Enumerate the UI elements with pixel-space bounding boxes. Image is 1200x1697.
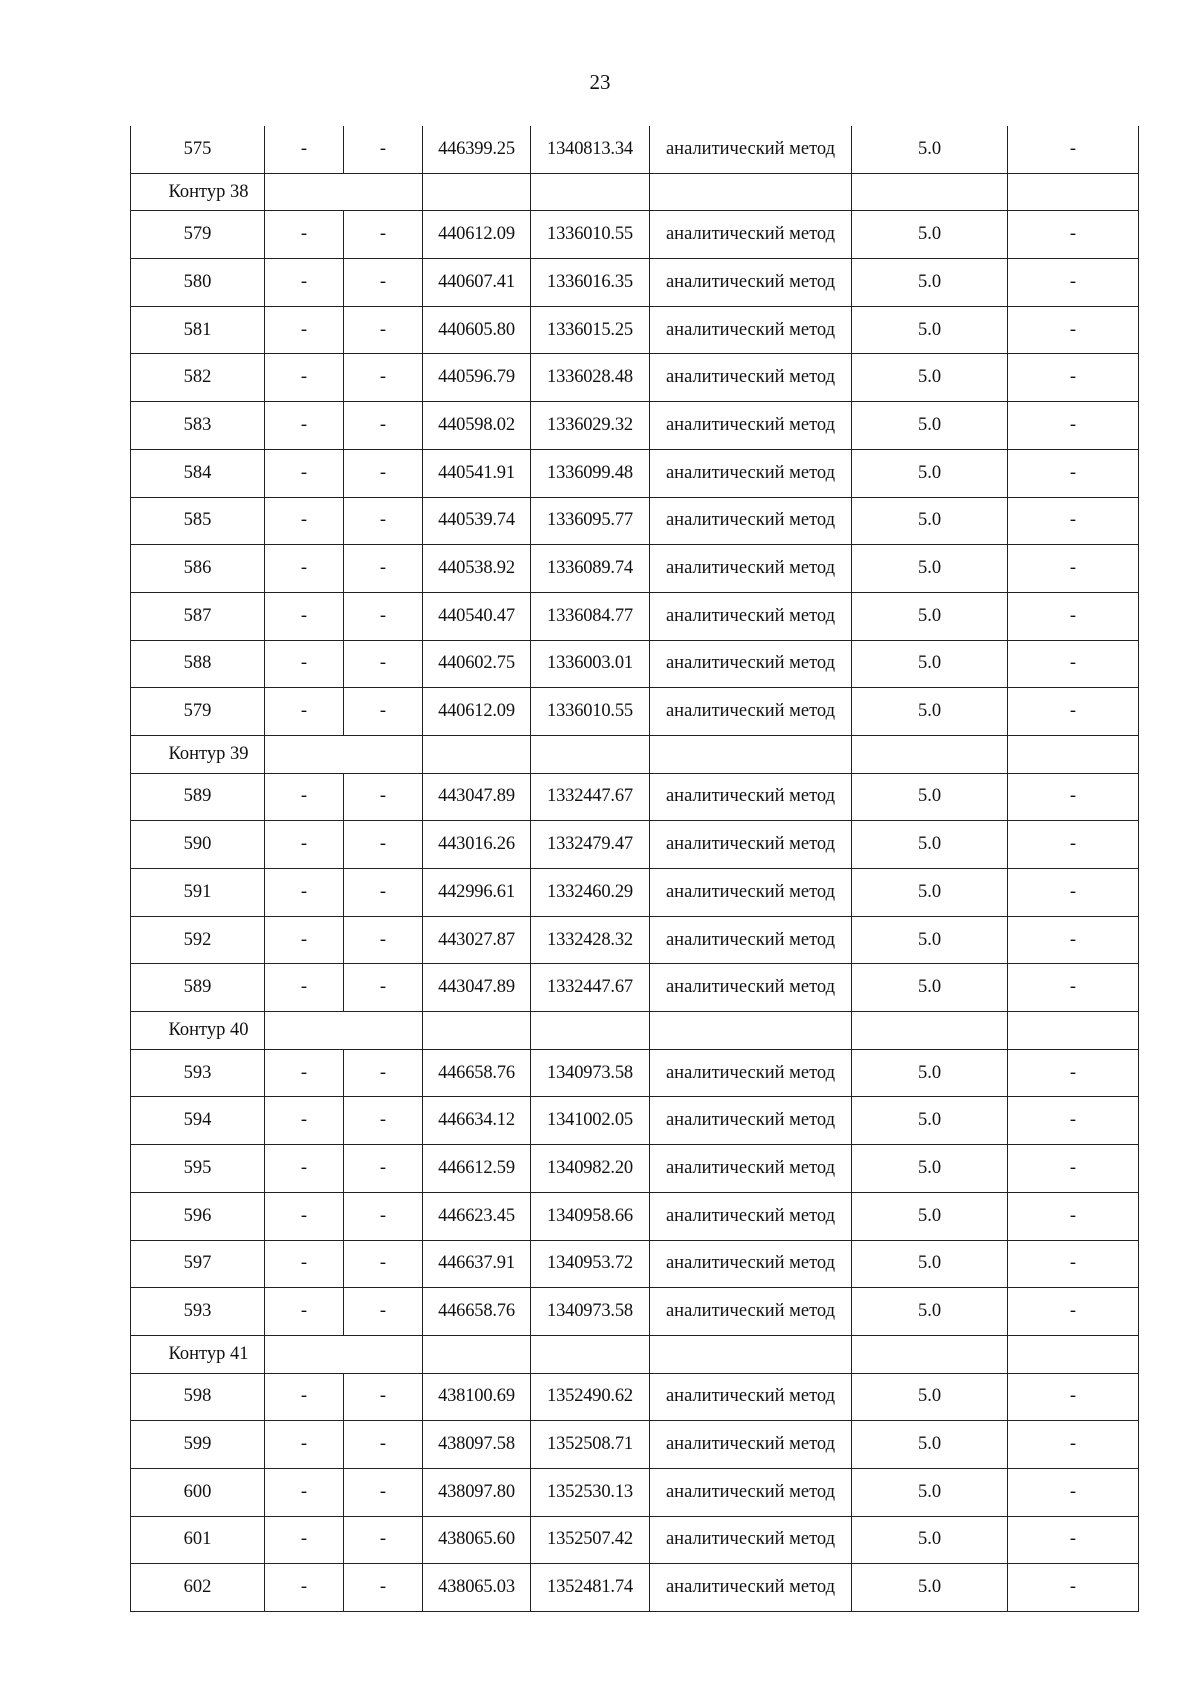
y-coordinate-cell: 1340953.72 <box>531 1240 650 1288</box>
x-coordinate-cell: 446612.59 <box>423 1145 531 1193</box>
contour-header-row <box>131 1012 1139 1050</box>
note-cell: - <box>1008 869 1139 917</box>
method-cell: аналитический метод <box>650 821 852 869</box>
note-cell: - <box>1008 688 1139 736</box>
accuracy-cell: 5.0 <box>852 449 1008 497</box>
method-cell: аналитический метод <box>650 126 852 173</box>
accuracy-cell: 5.0 <box>852 821 1008 869</box>
dash-cell: - <box>265 1288 344 1336</box>
accuracy-cell: 5.0 <box>852 592 1008 640</box>
note-cell: - <box>1008 773 1139 821</box>
dash-cell: - <box>344 497 423 545</box>
y-coordinate-cell: 1336016.35 <box>531 259 650 307</box>
accuracy-cell: 5.0 <box>852 916 1008 964</box>
dash-cell: - <box>265 592 344 640</box>
page-number: 23 <box>589 70 611 94</box>
method-cell: аналитический метод <box>650 1240 852 1288</box>
note-cell: - <box>1008 1288 1139 1336</box>
dash-cell: - <box>265 773 344 821</box>
contour-header-row <box>131 1335 1139 1373</box>
dash-cell: - <box>344 821 423 869</box>
y-coordinate-cell: 1336003.01 <box>531 640 650 688</box>
dash-cell: - <box>344 1192 423 1240</box>
point-number-cell: 591 <box>131 869 265 917</box>
table-row <box>131 1192 1139 1240</box>
point-number-cell: 593 <box>131 1049 265 1097</box>
note-cell: - <box>1008 1049 1139 1097</box>
x-coordinate-cell: 440538.92 <box>423 545 531 593</box>
dash-cell: - <box>344 449 423 497</box>
x-coordinate-cell: 442996.61 <box>423 869 531 917</box>
table-row <box>131 592 1139 640</box>
dash-cell: - <box>344 916 423 964</box>
note-cell: - <box>1008 1145 1139 1193</box>
dash-cell: - <box>265 1516 344 1564</box>
y-coordinate-cell: 1336084.77 <box>531 592 650 640</box>
dash-cell: - <box>344 640 423 688</box>
accuracy-cell: 5.0 <box>852 1145 1008 1193</box>
table-row <box>131 1097 1139 1145</box>
point-number-cell: 582 <box>131 354 265 402</box>
dash-cell: - <box>344 1240 423 1288</box>
point-number-cell: 595 <box>131 1145 265 1193</box>
note-cell: - <box>1008 640 1139 688</box>
empty-cell <box>852 735 1008 773</box>
method-cell: аналитический метод <box>650 354 852 402</box>
point-number-cell: 593 <box>131 1288 265 1336</box>
method-cell: аналитический метод <box>650 211 852 259</box>
dash-cell: - <box>344 1516 423 1564</box>
empty-cell <box>852 1335 1008 1373</box>
table-row <box>131 1564 1139 1612</box>
table-row <box>131 1145 1139 1193</box>
x-coordinate-cell: 440540.47 <box>423 592 531 640</box>
dash-cell: - <box>265 1145 344 1193</box>
x-coordinate-cell: 438065.03 <box>423 1564 531 1612</box>
note-cell: - <box>1008 821 1139 869</box>
y-coordinate-cell: 1340973.58 <box>531 1049 650 1097</box>
y-coordinate-cell: 1341002.05 <box>531 1097 650 1145</box>
dash-cell: - <box>265 1240 344 1288</box>
method-cell: аналитический метод <box>650 1145 852 1193</box>
method-cell: аналитический метод <box>650 306 852 354</box>
note-cell: - <box>1008 259 1139 307</box>
dash-cell: - <box>265 869 344 917</box>
table-row <box>131 1373 1139 1421</box>
point-number-cell: 584 <box>131 449 265 497</box>
point-number-cell: 589 <box>131 964 265 1012</box>
point-number-cell: 602 <box>131 1564 265 1612</box>
point-number-cell: 590 <box>131 821 265 869</box>
dash-cell: - <box>265 1564 344 1612</box>
note-cell: - <box>1008 1097 1139 1145</box>
dash-cell: - <box>265 306 344 354</box>
note-cell: - <box>1008 1240 1139 1288</box>
empty-cell <box>423 735 531 773</box>
empty-cell <box>265 1012 423 1050</box>
contour-label: Контур 40 <box>131 1012 265 1050</box>
note-cell: - <box>1008 592 1139 640</box>
note-cell: - <box>1008 1564 1139 1612</box>
table-row <box>131 1516 1139 1564</box>
dash-cell: - <box>265 964 344 1012</box>
empty-cell <box>265 173 423 211</box>
note-cell: - <box>1008 964 1139 1012</box>
accuracy-cell: 5.0 <box>852 306 1008 354</box>
note-cell: - <box>1008 1192 1139 1240</box>
empty-cell <box>1008 173 1139 211</box>
empty-cell <box>650 173 852 211</box>
note-cell: - <box>1008 402 1139 450</box>
x-coordinate-cell: 438097.58 <box>423 1421 531 1469</box>
note-cell: - <box>1008 1468 1139 1516</box>
dash-cell: - <box>265 497 344 545</box>
table-row <box>131 259 1139 307</box>
point-number-cell: 581 <box>131 306 265 354</box>
accuracy-cell: 5.0 <box>852 1288 1008 1336</box>
table-row <box>131 821 1139 869</box>
x-coordinate-cell: 443027.87 <box>423 916 531 964</box>
dash-cell: - <box>265 449 344 497</box>
note-cell: - <box>1008 306 1139 354</box>
method-cell: аналитический метод <box>650 688 852 736</box>
note-cell: - <box>1008 354 1139 402</box>
accuracy-cell: 5.0 <box>852 545 1008 593</box>
empty-cell <box>265 735 423 773</box>
point-number-cell: 579 <box>131 688 265 736</box>
x-coordinate-cell: 440539.74 <box>423 497 531 545</box>
table-row <box>131 306 1139 354</box>
method-cell: аналитический метод <box>650 259 852 307</box>
dash-cell: - <box>344 1288 423 1336</box>
y-coordinate-cell: 1352490.62 <box>531 1373 650 1421</box>
y-coordinate-cell: 1352481.74 <box>531 1564 650 1612</box>
contour-label: Контур 41 <box>131 1335 265 1373</box>
x-coordinate-cell: 446634.12 <box>423 1097 531 1145</box>
dash-cell: - <box>265 1468 344 1516</box>
x-coordinate-cell: 440605.80 <box>423 306 531 354</box>
table-row <box>131 916 1139 964</box>
dash-cell: - <box>344 964 423 1012</box>
method-cell: аналитический метод <box>650 545 852 593</box>
dash-cell: - <box>265 1421 344 1469</box>
dash-cell: - <box>344 545 423 593</box>
empty-cell <box>1008 1335 1139 1373</box>
note-cell: - <box>1008 916 1139 964</box>
accuracy-cell: 5.0 <box>852 869 1008 917</box>
method-cell: аналитический метод <box>650 640 852 688</box>
dash-cell: - <box>344 1468 423 1516</box>
table-row <box>131 545 1139 593</box>
x-coordinate-cell: 440602.75 <box>423 640 531 688</box>
x-coordinate-cell: 446637.91 <box>423 1240 531 1288</box>
table-row <box>131 869 1139 917</box>
accuracy-cell: 5.0 <box>852 1240 1008 1288</box>
y-coordinate-cell: 1336028.48 <box>531 354 650 402</box>
empty-cell <box>650 1335 852 1373</box>
note-cell: - <box>1008 211 1139 259</box>
empty-cell <box>650 1012 852 1050</box>
accuracy-cell: 5.0 <box>852 640 1008 688</box>
coordinates-table <box>130 126 1139 1612</box>
point-number-cell: 580 <box>131 259 265 307</box>
point-number-cell: 588 <box>131 640 265 688</box>
dash-cell: - <box>344 1564 423 1612</box>
note-cell: - <box>1008 1421 1139 1469</box>
point-number-cell: 575 <box>131 126 265 173</box>
dash-cell: - <box>265 211 344 259</box>
accuracy-cell: 5.0 <box>852 688 1008 736</box>
dash-cell: - <box>344 773 423 821</box>
method-cell: аналитический метод <box>650 449 852 497</box>
method-cell: аналитический метод <box>650 1049 852 1097</box>
dash-cell: - <box>344 402 423 450</box>
method-cell: аналитический метод <box>650 497 852 545</box>
x-coordinate-cell: 440598.02 <box>423 402 531 450</box>
method-cell: аналитический метод <box>650 964 852 1012</box>
accuracy-cell: 5.0 <box>852 497 1008 545</box>
dash-cell: - <box>265 1373 344 1421</box>
x-coordinate-cell: 446658.76 <box>423 1049 531 1097</box>
point-number-cell: 594 <box>131 1097 265 1145</box>
accuracy-cell: 5.0 <box>852 354 1008 402</box>
x-coordinate-cell: 440541.91 <box>423 449 531 497</box>
method-cell: аналитический метод <box>650 1468 852 1516</box>
dash-cell: - <box>344 1049 423 1097</box>
method-cell: аналитический метод <box>650 1564 852 1612</box>
accuracy-cell: 5.0 <box>852 964 1008 1012</box>
table-row <box>131 497 1139 545</box>
y-coordinate-cell: 1336099.48 <box>531 449 650 497</box>
dash-cell: - <box>344 211 423 259</box>
y-coordinate-cell: 1336029.32 <box>531 402 650 450</box>
dash-cell: - <box>265 821 344 869</box>
empty-cell <box>531 735 650 773</box>
method-cell: аналитический метод <box>650 1288 852 1336</box>
method-cell: аналитический метод <box>650 1373 852 1421</box>
method-cell: аналитический метод <box>650 402 852 450</box>
table-row <box>131 126 1139 173</box>
method-cell: аналитический метод <box>650 916 852 964</box>
empty-cell <box>531 1012 650 1050</box>
dash-cell: - <box>265 688 344 736</box>
dash-cell: - <box>344 126 423 173</box>
table-row <box>131 211 1139 259</box>
dash-cell: - <box>265 259 344 307</box>
point-number-cell: 598 <box>131 1373 265 1421</box>
x-coordinate-cell: 443047.89 <box>423 773 531 821</box>
empty-cell <box>531 173 650 211</box>
table-row <box>131 1240 1139 1288</box>
accuracy-cell: 5.0 <box>852 1192 1008 1240</box>
y-coordinate-cell: 1336015.25 <box>531 306 650 354</box>
accuracy-cell: 5.0 <box>852 1516 1008 1564</box>
x-coordinate-cell: 443016.26 <box>423 821 531 869</box>
x-coordinate-cell: 446658.76 <box>423 1288 531 1336</box>
table-row <box>131 1288 1139 1336</box>
y-coordinate-cell: 1352508.71 <box>531 1421 650 1469</box>
accuracy-cell: 5.0 <box>852 259 1008 307</box>
y-coordinate-cell: 1352530.13 <box>531 1468 650 1516</box>
dash-cell: - <box>265 916 344 964</box>
x-coordinate-cell: 438097.80 <box>423 1468 531 1516</box>
y-coordinate-cell: 1332447.67 <box>531 964 650 1012</box>
empty-cell <box>1008 735 1139 773</box>
point-number-cell: 601 <box>131 1516 265 1564</box>
dash-cell: - <box>344 1145 423 1193</box>
accuracy-cell: 5.0 <box>852 126 1008 173</box>
y-coordinate-cell: 1336095.77 <box>531 497 650 545</box>
empty-cell <box>531 1335 650 1373</box>
x-coordinate-cell: 438100.69 <box>423 1373 531 1421</box>
accuracy-cell: 5.0 <box>852 1373 1008 1421</box>
point-number-cell: 600 <box>131 1468 265 1516</box>
empty-cell <box>423 1335 531 1373</box>
y-coordinate-cell: 1340813.34 <box>531 126 650 173</box>
point-number-cell: 599 <box>131 1421 265 1469</box>
method-cell: аналитический метод <box>650 1097 852 1145</box>
empty-cell <box>423 1012 531 1050</box>
dash-cell: - <box>265 640 344 688</box>
accuracy-cell: 5.0 <box>852 211 1008 259</box>
point-number-cell: 579 <box>131 211 265 259</box>
y-coordinate-cell: 1332460.29 <box>531 869 650 917</box>
point-number-cell: 596 <box>131 1192 265 1240</box>
empty-cell <box>1008 1012 1139 1050</box>
y-coordinate-cell: 1352507.42 <box>531 1516 650 1564</box>
contour-header-row <box>131 735 1139 773</box>
dash-cell: - <box>265 402 344 450</box>
dash-cell: - <box>344 1097 423 1145</box>
dash-cell: - <box>344 1421 423 1469</box>
x-coordinate-cell: 440612.09 <box>423 211 531 259</box>
accuracy-cell: 5.0 <box>852 1468 1008 1516</box>
table-row <box>131 640 1139 688</box>
x-coordinate-cell: 440607.41 <box>423 259 531 307</box>
method-cell: аналитический метод <box>650 773 852 821</box>
y-coordinate-cell: 1340982.20 <box>531 1145 650 1193</box>
contour-label: Контур 38 <box>131 173 265 211</box>
dash-cell: - <box>265 1192 344 1240</box>
table-row <box>131 1421 1139 1469</box>
table-row <box>131 964 1139 1012</box>
method-cell: аналитический метод <box>650 1516 852 1564</box>
dash-cell: - <box>265 354 344 402</box>
method-cell: аналитический метод <box>650 1421 852 1469</box>
dash-cell: - <box>265 1097 344 1145</box>
empty-cell <box>852 173 1008 211</box>
dash-cell: - <box>344 869 423 917</box>
table-row <box>131 773 1139 821</box>
y-coordinate-cell: 1336089.74 <box>531 545 650 593</box>
table-row <box>131 449 1139 497</box>
y-coordinate-cell: 1332428.32 <box>531 916 650 964</box>
note-cell: - <box>1008 545 1139 593</box>
table-row <box>131 1468 1139 1516</box>
dash-cell: - <box>265 545 344 593</box>
y-coordinate-cell: 1332479.47 <box>531 821 650 869</box>
y-coordinate-cell: 1340958.66 <box>531 1192 650 1240</box>
empty-cell <box>265 1335 423 1373</box>
point-number-cell: 585 <box>131 497 265 545</box>
table-body <box>131 126 1139 1612</box>
contour-header-row <box>131 173 1139 211</box>
dash-cell: - <box>344 259 423 307</box>
method-cell: аналитический метод <box>650 592 852 640</box>
point-number-cell: 583 <box>131 402 265 450</box>
x-coordinate-cell: 443047.89 <box>423 964 531 1012</box>
note-cell: - <box>1008 1516 1139 1564</box>
dash-cell: - <box>344 354 423 402</box>
point-number-cell: 597 <box>131 1240 265 1288</box>
dash-cell: - <box>344 306 423 354</box>
accuracy-cell: 5.0 <box>852 773 1008 821</box>
note-cell: - <box>1008 497 1139 545</box>
accuracy-cell: 5.0 <box>852 1564 1008 1612</box>
note-cell: - <box>1008 126 1139 173</box>
table-row <box>131 354 1139 402</box>
x-coordinate-cell: 440596.79 <box>423 354 531 402</box>
point-number-cell: 592 <box>131 916 265 964</box>
accuracy-cell: 5.0 <box>852 1097 1008 1145</box>
point-number-cell: 589 <box>131 773 265 821</box>
dash-cell: - <box>344 1373 423 1421</box>
note-cell: - <box>1008 1373 1139 1421</box>
x-coordinate-cell: 446623.45 <box>423 1192 531 1240</box>
y-coordinate-cell: 1336010.55 <box>531 688 650 736</box>
method-cell: аналитический метод <box>650 1192 852 1240</box>
y-coordinate-cell: 1336010.55 <box>531 211 650 259</box>
dash-cell: - <box>344 592 423 640</box>
accuracy-cell: 5.0 <box>852 1049 1008 1097</box>
method-cell: аналитический метод <box>650 869 852 917</box>
x-coordinate-cell: 440612.09 <box>423 688 531 736</box>
dash-cell: - <box>265 1049 344 1097</box>
table-row <box>131 402 1139 450</box>
accuracy-cell: 5.0 <box>852 1421 1008 1469</box>
x-coordinate-cell: 438065.60 <box>423 1516 531 1564</box>
y-coordinate-cell: 1340973.58 <box>531 1288 650 1336</box>
x-coordinate-cell: 446399.25 <box>423 126 531 173</box>
note-cell: - <box>1008 449 1139 497</box>
table-row <box>131 1049 1139 1097</box>
empty-cell <box>423 173 531 211</box>
empty-cell <box>650 735 852 773</box>
y-coordinate-cell: 1332447.67 <box>531 773 650 821</box>
empty-cell <box>852 1012 1008 1050</box>
dash-cell: - <box>344 688 423 736</box>
accuracy-cell: 5.0 <box>852 402 1008 450</box>
dash-cell: - <box>265 126 344 173</box>
contour-label: Контур 39 <box>131 735 265 773</box>
table-row <box>131 688 1139 736</box>
point-number-cell: 586 <box>131 545 265 593</box>
point-number-cell: 587 <box>131 592 265 640</box>
